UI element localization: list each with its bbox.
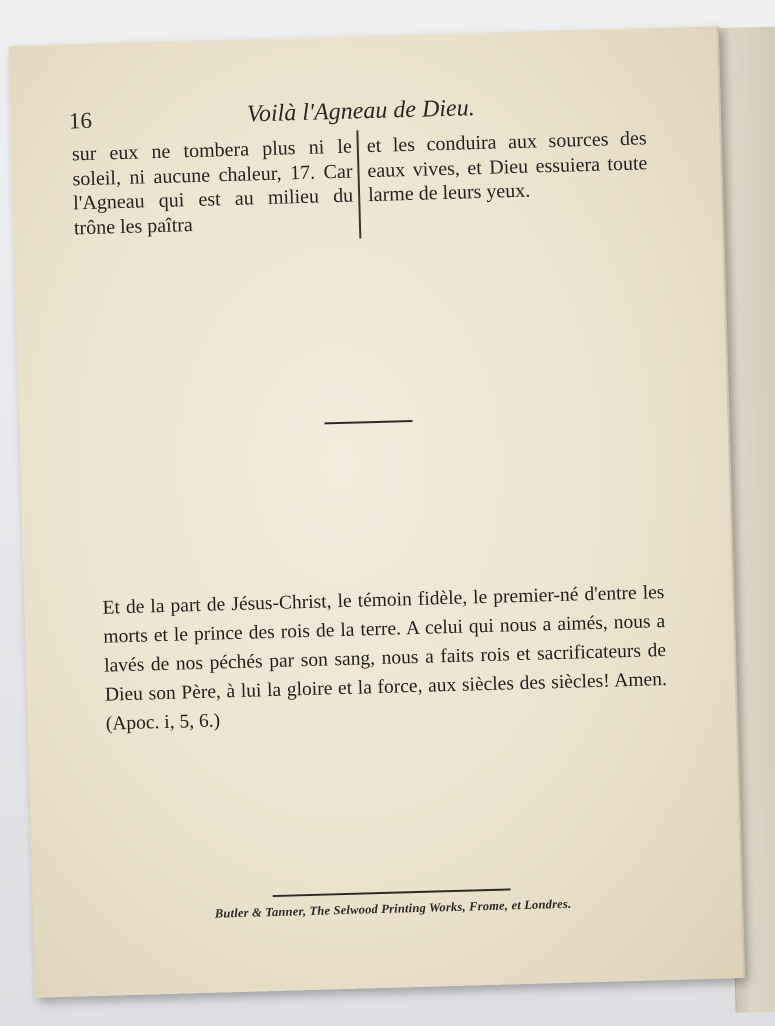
running-title: Voilà l'Agneau de Dieu.	[246, 95, 475, 128]
right-column-text: et les conduira aux sources des eaux vives, et Dieu essuiera toute larme de leurs yeux.	[366, 127, 648, 207]
booklet-page	[9, 26, 745, 997]
column-divider	[356, 130, 361, 238]
scripture-quote: Et de la part de Jésus-Christ, le témoin fidèle, le premier-né d'entre les morts et le prince des rois de la terre. A celui qui nous a aimés, nous a lavés de nos péchés par son sang, nous a faits rois et sacrificateurs de Dieu son Père, à lui la gloire et la force, aux siècles des siècles! Amen. (Apoc. i, 5, 6.)	[102, 582, 668, 735]
footer-rule	[273, 888, 511, 897]
printer-imprint: Butler & Tanner, The Selwood Printing Works, Frome, et Londres.	[214, 896, 572, 921]
page-number: 16	[68, 107, 93, 134]
left-column-text: sur eux ne tombera plus ni le soleil, ni aucune chaleur, 17. Car l'Agneau qui est au milieu du trône les paîtra	[71, 135, 354, 239]
section-rule	[324, 420, 412, 424]
